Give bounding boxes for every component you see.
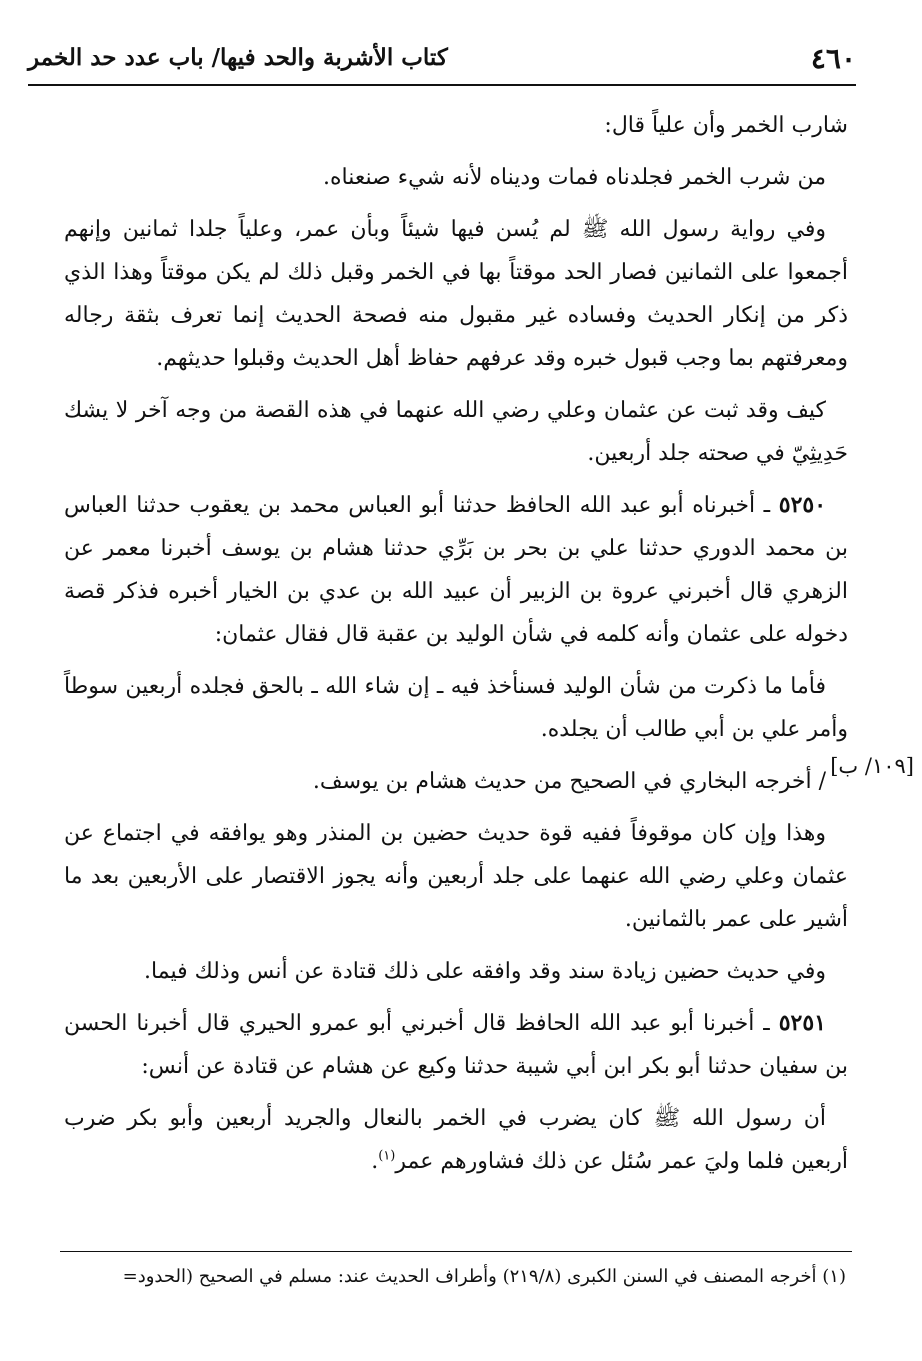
paragraph-text: كيف وقد ثبت عن عثمان وعلي رضي الله عنهما في هذه القصة من وجه آخر لا يشك حَدِيثِيّ في صحته جلد أربعين. bbox=[64, 398, 848, 466]
footnote: (١) أخرجه المصنف في السنن الكبرى (٢١٩/٨) وأطراف الحديث عند: مسلم في الصحيح (الحدود= bbox=[122, 1266, 846, 1287]
paragraph-text: وفي رواية رسول الله ﷺ لم يُسن فيها شيئاً وبأن عمر، وعلياً جلدا ثمانين وإنهم أجمعوا على الثمانين فصار الحد موقتاً بها في الخمر وقبل ذلك لم يكن موقتاً وهذا الذي ذكر من إنكار الحديث وفساده غير مقبول منه فصحة الحديث إنما تعرف بثقة رجاله ومعرفتهم بما وجب قبول خبره وقد عرفهم حفاظ أهل الحديث وقبلوا حديثهم. bbox=[64, 217, 848, 371]
hadith-paragraph bbox=[64, 1002, 848, 1088]
footnote-reference[interactable]: (١) bbox=[378, 1148, 396, 1164]
paragraph bbox=[64, 1097, 848, 1183]
page-number: ٤٦٠ bbox=[810, 42, 856, 75]
footnote-separator bbox=[60, 1251, 852, 1252]
hadith-number: ٥٢٥٠ bbox=[778, 492, 827, 518]
paragraph bbox=[64, 665, 848, 751]
paragraph-text: أن رسول الله ﷺ كان يضرب في الخمر بالنعال والجريد أربعين وأبو بكر ضرب أربعين فلما وليَ عمر سُئل عن ذلك فشاورهم عمر bbox=[64, 1106, 848, 1174]
paragraph bbox=[64, 104, 848, 147]
paragraph bbox=[64, 156, 848, 199]
paragraph-text: شارب الخمر وأن علياً قال: bbox=[604, 113, 848, 138]
paragraph bbox=[64, 208, 848, 380]
paragraph-text: / أخرجه البخاري في الصحيح من حديث هشام بن يوسف. bbox=[312, 769, 826, 794]
main-text bbox=[64, 104, 848, 1192]
paragraph-text: فأما ما ذكرت من شأن الوليد فسنأخذ فيه ـ إن شاء الله ـ بالحق فجلده أربعين سوطاً وأمر علي بن أبي طالب أن يجلده. bbox=[64, 674, 848, 742]
paragraph-text: وفي حديث حضين زيادة سند وقد وافقه على ذلك قتادة عن أنس وذلك فيما. bbox=[144, 959, 826, 984]
paragraph bbox=[64, 950, 848, 993]
paragraph bbox=[64, 760, 848, 803]
hadith-number: ٥٢٥١ bbox=[778, 1010, 826, 1036]
running-header bbox=[28, 38, 856, 86]
paragraph-text: من شرب الخمر فجلدناه فمات وديناه لأنه شيء صنعناه. bbox=[323, 165, 826, 190]
paragraph bbox=[64, 389, 848, 475]
paragraph bbox=[64, 812, 848, 941]
paragraph-end: . bbox=[371, 1149, 379, 1174]
folio-margin-note: [١٠٩/ ب] bbox=[830, 754, 914, 778]
header-title: كتاب الأشربة والحد فيها/ باب عدد حد الخمر bbox=[28, 44, 448, 71]
paragraph-text: ـ أخبرنا أبو عبد الله الحافظ قال أخبرني أبو عمرو الحيري قال أخبرنا الحسن بن سفيان حدثنا أبو بكر ابن أبي شيبة حدثنا وكيع عن هشام عن قتادة عن أنس: bbox=[64, 1011, 848, 1079]
paragraph-text: ـ أخبرناه أبو عبد الله الحافظ حدثنا أبو العباس محمد بن يعقوب حدثنا العباس بن محمد الدوري حدثنا علي بن بحر بن بَرِّي حدثنا هشام بن يوسف أخبرنا معمر عن الزهري قال أخبرني عروة بن الزبير أن عبيد الله بن عدي بن الخيار أخبره فذكر قصة دخوله على عثمان وأنه كلمه في شأن الوليد بن عقبة قال فقال عثمان: bbox=[64, 493, 848, 647]
paragraph-text: وهذا وإن كان موقوفاً ففيه قوة حديث حضين بن المنذر وهو يوافقه في اجتماع عن عثمان وعلي رضي الله عنهما على جلد أربعين وأنه يجوز الاقتصار على الأربعين بعد ما أشير على عمر بالثمانين. bbox=[64, 821, 848, 932]
hadith-paragraph bbox=[64, 484, 848, 656]
